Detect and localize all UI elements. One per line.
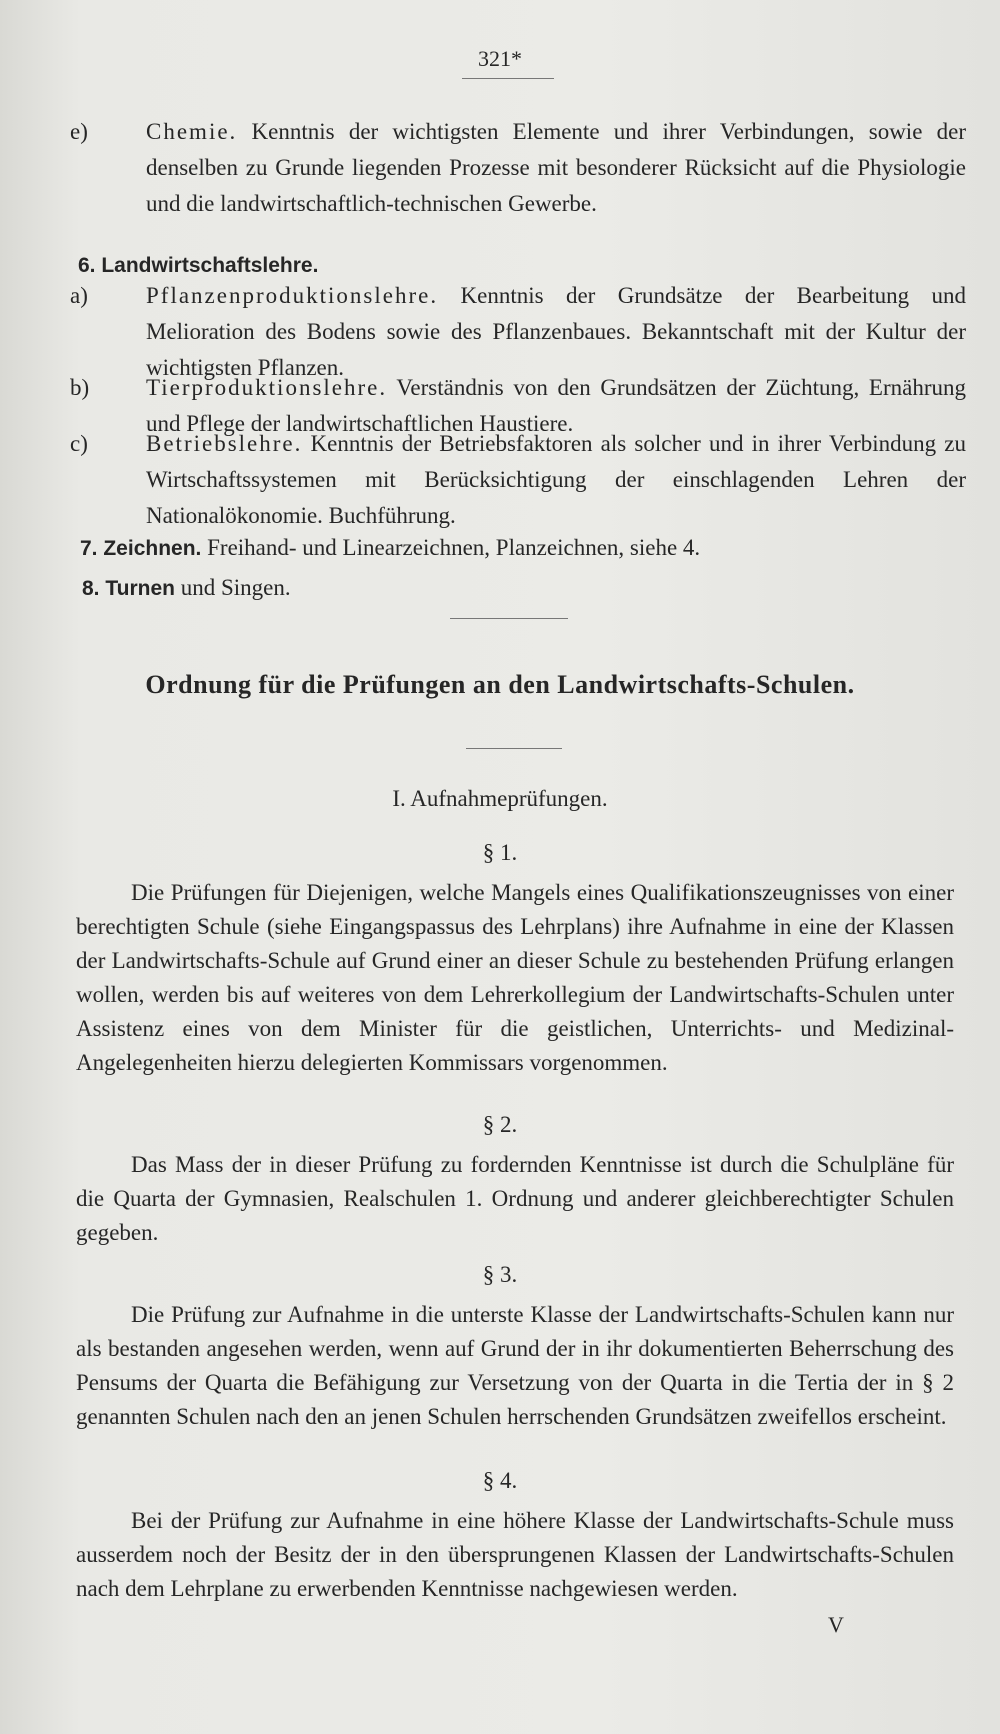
paragraph-sign-4: § 4. xyxy=(482,1468,518,1493)
item-label: b) xyxy=(70,375,90,400)
item-text: Verständnis von den Grundsätzen der Züchtung, Ernährung und Pflege der landwirtschaftlichen Haustiere. xyxy=(146,375,966,436)
page-number: 321* xyxy=(478,46,522,71)
section-6-heading: 6. Landwirtschaftslehre. xyxy=(78,254,319,277)
item-term: Betriebslehre. xyxy=(146,431,303,456)
paragraph-sign-3: § 3. xyxy=(482,1262,518,1287)
section-7-heading: 7. Zeichnen. xyxy=(80,537,202,560)
paragraph-3-text: Die Prüfung zur Aufnahme in die unterste Klasse der Landwirtschafts-Schulen kann nur als bestanden angesehen werden, wenn auf Grund der in ihr dokumentierten Beherrschung des Pensums der Quarta die Befähigung zur Versetzung von der Quarta in die Tertia der in § 2 genannten Schulen nach den an jenen Schulen herrschenden Grundsätzen zweifellos erscheint. xyxy=(76,1302,954,1429)
item-label: c) xyxy=(70,431,88,456)
item-text: Kenntnis der Grundsätze der Bearbeitung und Melioration des Bodens sowie des Pflanzenbaues. Bekanntschaft mit der Kultur der wichtigsten Pflanzen. xyxy=(146,283,966,380)
paragraph-4-text: Bei der Prüfung zur Aufnahme in eine höhere Klasse der Landwirtschafts-Schule muss ausserdem noch der Besitz der in den übersprungenen Klassen der Landwirtschafts-Schulen nach dem Lehrplane zu erwerbenden Kenntnisse nachgewiesen werden. xyxy=(76,1508,954,1601)
item-e-chemie xyxy=(70,114,966,222)
header-rule xyxy=(462,78,554,79)
paragraph-sign-1: § 1. xyxy=(482,840,518,865)
section-8 xyxy=(82,570,942,607)
sub-title: I. Aufnahmeprüfungen. xyxy=(392,786,608,811)
item-term: Pflanzenproduktionslehre. xyxy=(146,283,439,308)
separator-rule xyxy=(450,618,568,619)
item-label: e) xyxy=(70,119,88,144)
item-text: Kenntnis der Betriebsfaktoren als solcher und in ihrer Verbindung zu Wirtschaftssystemen mit Berücksichtigung der einschlagenden Lehren der Nationalökonomie. Buchführung. xyxy=(146,431,966,528)
section-7-text: Freihand- und Linearzeichnen, Planzeichnen, siehe 4. xyxy=(207,535,701,560)
paragraph-2-text: Das Mass der in dieser Prüfung zu fordernden Kenntnisse ist durch die Schulpläne für die Quarta der Gymnasien, Realschulen 1. Ordnung und anderer gleichberechtigter Schulen gegeben. xyxy=(76,1152,954,1245)
section-8-text: und Singen. xyxy=(180,575,291,600)
item-term: Tierproduktionslehre. xyxy=(146,375,388,400)
paragraph-sign-2: § 2. xyxy=(482,1112,518,1137)
title-rule xyxy=(466,748,562,749)
item-term: Chemie. xyxy=(146,119,238,144)
section-6-item-c xyxy=(70,426,966,534)
main-title: Ordnung für die Prüfungen an den Landwirtschafts-Schulen. xyxy=(145,670,855,699)
item-text: Kenntnis der wichtigsten Elemente und ihrer Verbindungen, sowie der denselben zu Grunde liegenden Prozesse mit besonderer Rücksicht auf die Physiologie und die landwirtschaftlich-technischen Gewerbe. xyxy=(146,119,966,216)
item-label: a) xyxy=(70,283,88,308)
signature-mark: V xyxy=(828,1612,844,1637)
section-7 xyxy=(80,530,940,567)
section-8-heading: 8. Turnen xyxy=(82,577,175,600)
paragraph-1-text: Die Prüfungen für Diejenigen, welche Mangels eines Qualifikationszeugnisses von einer berechtigten Schule (siehe Eingangspassus des Lehrplans) ihre Aufnahme in eine der Klassen der Landwirtschafts-Schule auf Grund einer an dieser Schule zu bestehenden Prüfung erlangen wollen, werden bis auf weiteres von dem Lehrerkollegium der Landwirtschafts-Schulen unter Assistenz eines von dem Minister für die geistlichen, Unterrichts- und Medizinal-Angelegenheiten hierzu delegierten Kommissars vorgenommen. xyxy=(76,880,954,1075)
